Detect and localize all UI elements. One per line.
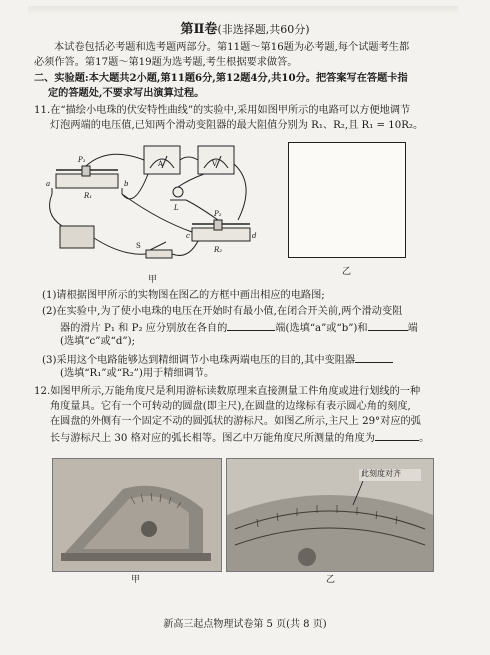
photo-protractor-overview: [52, 458, 222, 572]
page-footer: 新高三起点物理试卷第 5 页(共 8 页): [163, 619, 327, 630]
q11-sub1: (1)请根据图甲所示的实物图在图乙的方框中画出相应的电路图;: [42, 290, 325, 301]
answer-box: [288, 142, 406, 258]
q12-line-4: [34, 429, 462, 446]
label-l: L: [174, 204, 179, 212]
bleed-through-text: [28, 6, 458, 14]
q11-stem-line-1: 11.在“描绘小电珠的伏安特性曲线”的实验中,采用如图甲所示的电路可以方便地调节: [34, 105, 411, 116]
q11-sub3-line-2: (选填“R₁”或“R₂”)用于精细调节。: [60, 368, 215, 379]
q11-sub2-line-3: (选填“c”或“d”);: [60, 336, 136, 347]
label-a: a: [46, 180, 51, 188]
q11-caption-jia: 甲: [148, 275, 158, 285]
circuit-drawing-area: [288, 142, 406, 258]
label-b: b: [124, 180, 129, 188]
circuit-apparatus-figure: [38, 140, 266, 272]
q12-caption-jia: 甲: [131, 575, 141, 585]
q12-line-2: 角度量具。它有一个可转动的圆盘(即主尺),在圆盘的边缘标有表示圆心角的刻度,: [50, 401, 411, 412]
q12-line-4-text: 长与游标尺上 30 格对应的弧长相等。图乙中万能角度尺所测量的角度为: [50, 433, 376, 444]
label-p1: P₁: [78, 156, 86, 164]
label-p2: P₂: [214, 210, 222, 218]
answer-blank-p1[interactable]: [227, 319, 275, 331]
switch: [146, 250, 172, 258]
q11-stem-line-2: 灯泡两端的电压值,已知两个滑动变阻器的最大阻值分别为 R₁、R₂,且 R₁ = 10R₂。: [50, 120, 424, 131]
photo-annotation: 此刻度对齐: [361, 469, 401, 478]
title-main: 第Ⅱ卷: [180, 22, 218, 37]
photo-vernier-scale: [226, 458, 434, 572]
title-sub: (非选择题,共60分): [217, 23, 310, 36]
answer-blank-rheostat[interactable]: [355, 351, 393, 363]
lamp: [173, 187, 183, 197]
intro-line-2: 必须作答。第17题～第19题为选考题,考生根据要求做答。: [34, 57, 298, 68]
label-d: d: [252, 232, 257, 240]
section-title: [0, 18, 490, 37]
label-c: c: [186, 232, 190, 240]
q12-line-4-end: 。: [419, 433, 430, 444]
q11-sub2-line-1: (2)在实验中,为了使小电珠的电压在开始时有最小值,在闭合开关前,两个滑动变阻: [42, 306, 403, 317]
answer-blank-p2[interactable]: [368, 319, 408, 331]
section-instruction-line-1: 二、实验题:本大题共2小题,第11题6分,第12题4分,共10分。把答案写在答题卡指: [34, 72, 408, 84]
q12-line-1: 12.如图甲所示,万能角度尺是利用游标读数原理来直接测量工件角度或进行划线的一种: [34, 386, 421, 397]
label-voltmeter: V: [212, 160, 218, 168]
intro-line-1: 本试卷包括必考题和选考题两部分。第11题～第16题为必考题,每个试题考生都: [54, 42, 410, 53]
battery: [60, 226, 94, 248]
section-instruction-line-2: 定的答题处,不要求写出演算过程。: [48, 87, 205, 99]
q11-sub2-post: 端: [407, 323, 418, 334]
q11-sub3-text: (3)采用这个电路能够达到精细调节小电珠两端电压的目的,其中变阻器: [42, 355, 356, 366]
q11-sub2-pre: 器的滑片 P₁ 和 P₂ 应分别放在各自的: [60, 323, 228, 334]
label-r1: R₁: [84, 192, 93, 200]
q12-line-3: 在圆盘的外侧有一个固定不动的圆弧状的游标尺。如图乙所示,主尺上 29°对应的弧: [50, 416, 421, 427]
label-s: S: [136, 242, 141, 250]
q11-sub2-mid: 端(选填“a”或“b”)和: [275, 323, 368, 334]
label-r2: R₂: [214, 246, 223, 254]
q11-caption-yi: 乙: [342, 267, 352, 277]
q12-caption-yi: 乙: [326, 575, 336, 585]
answer-blank-angle[interactable]: [375, 429, 419, 441]
label-ammeter: A: [158, 160, 164, 168]
